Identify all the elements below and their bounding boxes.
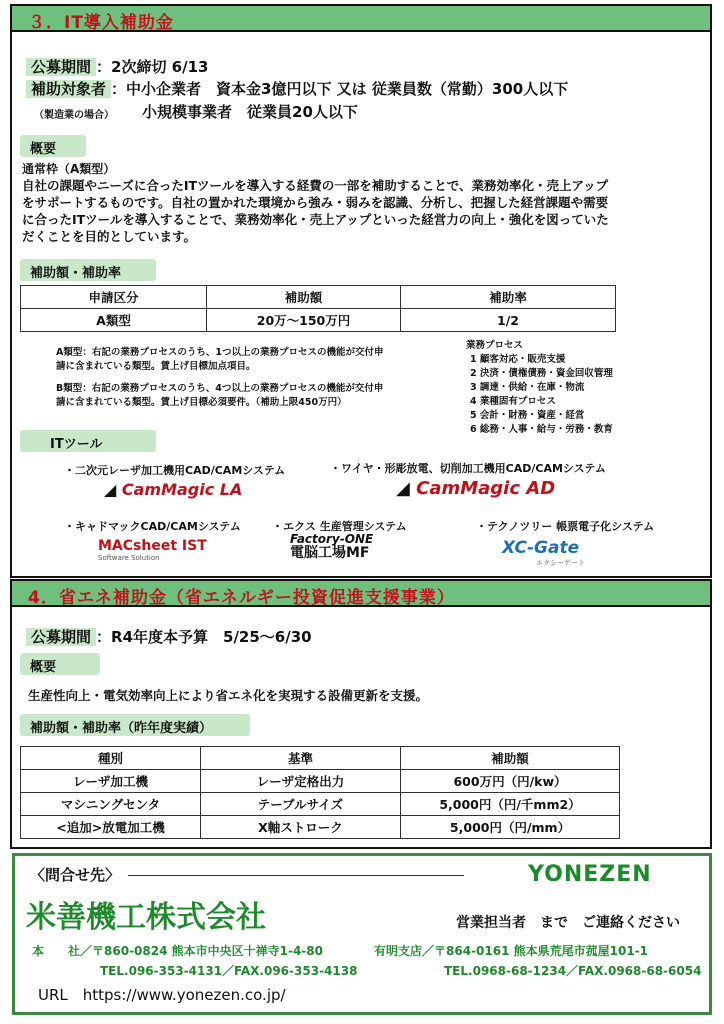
table-cell: 5,000円（円/mm） [401,816,620,839]
sec4-period [26,626,312,647]
table-cell: マシニングセンタ [21,793,201,816]
process-item: 4 業種固有プロセス [470,396,556,407]
table-header: 補助額 [401,747,620,770]
yonezen-logo: YONEZEN [528,862,652,887]
contact-cta: 営業担当者 まで ご連絡ください [456,915,680,931]
tool-caption: ・二次元レーザ加工機用CAD/CAMシステム [64,464,286,477]
tool-caption: ・キャドマックCAD/CAMシステム [64,520,241,533]
hq-address [32,942,323,959]
table-row [21,309,616,332]
cammagic-ad-logo: ◢ CamMagic AD [396,478,556,499]
period-value: ：R4年度本予算 5/25～6/30 [96,628,312,646]
tool-logo-text: MACsheet IST [98,538,207,554]
table-header: 申請区分 [21,286,207,309]
table-row [21,816,620,839]
process-title: 業務プロセス [466,340,524,351]
sec4-table [20,746,620,839]
table-cell: テーブルサイズ [201,793,401,816]
factory-one-logo [290,532,373,560]
website-url[interactable]: URL https://www.yonezen.co.jp/ [38,986,286,1004]
tool-logo-text: CamMagic LA [121,480,243,499]
target-label: 補助対象者 [26,80,111,98]
table-row [21,770,620,793]
table-header: 種別 [21,747,201,770]
branch-address [374,942,648,959]
cammagic-la-logo: ◢ CamMagic LA [104,480,243,499]
table-cell: 600万円（円/kw） [401,770,620,793]
branch-label: 有明支店 [374,944,423,958]
table-header: 補助額 [207,286,401,309]
table-header: 補助率 [401,286,616,309]
note-line: B類型：右記の業務プロセスのうち、4つ以上の業務プロセスの機能が交付申 [56,383,384,394]
process-item: 1 顧客対応・販売支援 [470,354,566,365]
sec3-period-block [26,56,568,100]
overview-label: 概要 [20,135,86,157]
target-value: ：中小企業者 資本金3億円以下 又は 従業員数（常勤）300人以下 [111,80,569,98]
process-item: 3 調達・供給・在庫・物流 [470,382,585,393]
mfg-note: （製造業の場合） [34,110,114,121]
table-cell: A類型 [21,309,207,332]
rate-label: 補助額・補助率 [20,259,156,281]
company-name: 米善機工株式会社 [26,900,266,935]
overview-line: 自社の課題やニーズに合ったITツールを導入する経費の一部を補助することで、業務効率化・売上アップ [22,178,609,193]
tool-logo-text: XC-Gate [502,538,580,558]
overview-line: に合ったITツールを導入することで、業務効率化・売上アップといった経営力の向上・強化を図っていた [22,212,609,227]
macsheet-logo [98,538,207,562]
sec3-table [20,285,616,332]
table-cell: 1/2 [401,309,616,332]
hq-label: 本 社 [32,944,81,958]
table-cell: X軸ストローク [201,816,401,839]
process-item: 5 会計・財務・資産・経営 [470,410,585,421]
table-cell: 5,000円（円/千mm2） [401,793,620,816]
note-line: A類型：右記の業務プロセスのうち、1つ以上の業務プロセスの機能が交付申 [56,347,384,358]
tool-caption: ・エクス 生産管理システム [272,520,407,533]
tool-logo-sub: 電脳工場MF [290,545,370,561]
xc-gate-logo [502,538,585,568]
table-header-row [21,747,620,770]
table-header: 基準 [201,747,401,770]
overview-text [22,177,712,245]
period-label: 公募期間 [26,58,96,76]
table-cell: 20万～150万円 [207,309,401,332]
overview-text: 生産性向上・電気効率向上により省エネ化を実現する設備更新を支援。 [28,688,429,703]
table-cell: レーザ定格出力 [201,770,401,793]
overview-line: をサポートするものです。自社の置かれた環境から強み・弱みを認識、分析し、把握した経営課題や需要 [22,195,609,210]
period-value: ：2次締切 6/13 [96,58,209,76]
hq-tel: TEL.096-353-4131／FAX.096-353-4138 [100,964,358,978]
tool-logo-text: Factory-ONE [290,532,374,546]
tool-logo-sub: エクシーゲート [536,559,585,567]
overview-label: 概要 [20,653,100,675]
small-business-value: 小規模事業者 従業員20人以下 [142,103,358,121]
table-cell: <追加>放電加工機 [21,816,201,839]
branch-tel: TEL.0968-68-1234／FAX.0968-68-6054 [444,964,702,978]
tool-logo-text: CamMagic AD [416,478,556,499]
tool-caption: ・テクノツリー 帳票電子化システム [476,520,655,533]
rate-label: 補助額・補助率（昨年度実績） [20,714,250,736]
note-line: 請に含まれている類型。賃上げ目標必須要件。（補助上限450万円） [56,397,347,408]
overview-sub: 通常枠（A類型） [22,162,116,176]
branch-addr: ／〒864-0161 熊本県荒尾市菰屋101-1 [422,944,649,958]
tool-logo-sub: Software Solution [98,554,160,562]
contact-label: 〈問合せ先〉 [30,866,121,884]
table-header-row [21,286,616,309]
process-item: 2 決済・債権債務・資金回収管理 [470,368,613,379]
tool-caption: ・ワイヤ・形彫放電、切削加工機用CAD/CAMシステム [330,462,606,475]
overview-line: だくことを目的としています。 [22,229,197,244]
note-b [56,382,383,410]
table-row [21,793,620,816]
section3-title: ３．IT導入補助金 [10,4,712,32]
hq-addr: ／〒860-0824 熊本市中央区十禅寺1-4-80 [80,944,323,958]
tools-label: ITツール [20,430,156,452]
note-a [56,346,383,374]
section4-title: 4．省エネ補助金（省エネルギー投資促進支援事業） [10,579,712,607]
process-list [466,339,613,437]
note-line: 請に含まれている類型。賃上げ目標加点項目。 [56,361,256,372]
period-label: 公募期間 [26,628,96,646]
contact-divider [128,875,464,876]
table-cell: レーザ加工機 [21,770,201,793]
process-item: 6 総務・人事・給与・労務・教育 [470,424,613,435]
